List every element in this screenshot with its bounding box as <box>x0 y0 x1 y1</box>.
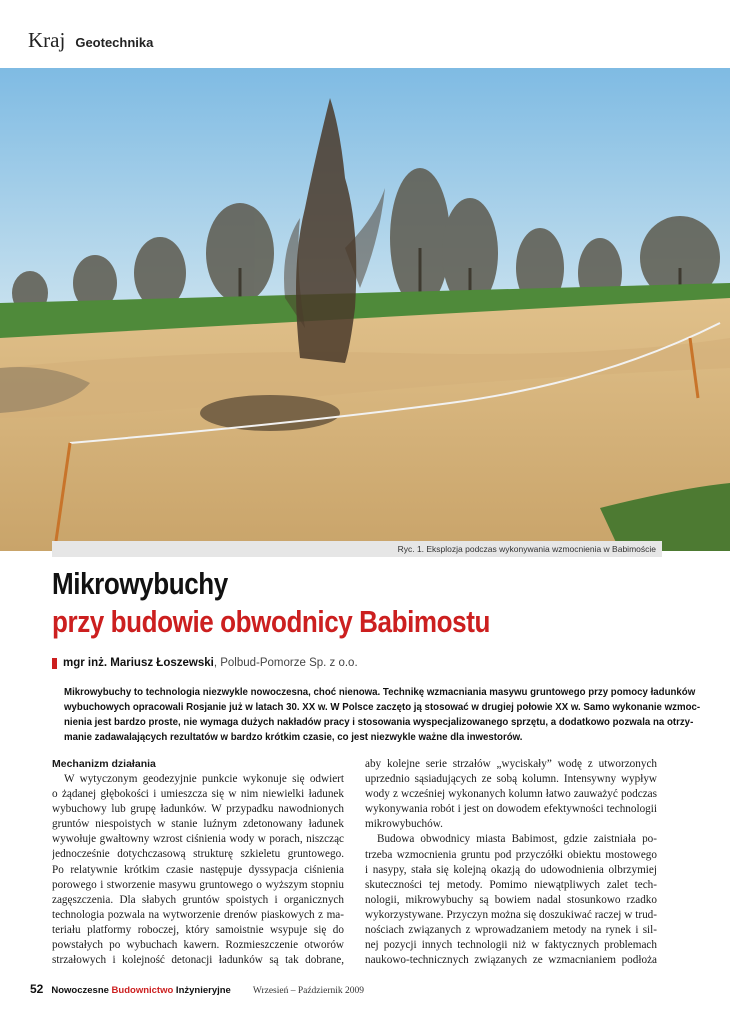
category-label: Geotechnika <box>75 35 154 50</box>
body-line: wybuchowy lub grupę ładunków. W przypadku nawodnionych <box>52 803 344 816</box>
body-line: aby kolejne serie strzałów „wyciskały” wodę z utworzonych <box>365 758 657 770</box>
body-line: trzeba wzmocnienia gruntu pod przyczółki obiektu mostowego <box>365 848 657 861</box>
author-byline <box>52 657 358 669</box>
page-number: 52 <box>30 982 44 996</box>
body-line: i nasypy, stała się kolejną okazją do udowodnienia olbrzymiej <box>365 863 657 876</box>
explosion-photo <box>0 68 730 551</box>
body-line: teriału platformy roboczej, który samoistnie wsypuje się do <box>52 923 344 936</box>
magazine-name-part: Nowoczesne <box>51 985 112 996</box>
photo-caption: Ryc. 1. Eksplozja podczas wykonywania wzmocnienia w Babimoście <box>52 541 662 557</box>
body-line: skuteczności tej metody. Pomimo niewątpliwych zalet tech- <box>365 878 657 891</box>
body-line: nej pozycji innych technologii niż w faktycznych problemach <box>365 939 657 952</box>
author-name: mgr inż. Mariusz Łoszewski <box>63 657 214 669</box>
body-line: Po relatywnie krótkim czasie następuje dyssypacja ciśnienia <box>52 863 344 876</box>
body-line: o żądanej głębokości i umieszcza się w nim niewielki ładunek <box>52 788 344 801</box>
article-title: Mikrowybuchy <box>52 566 228 601</box>
body-line: W wytyczonym geodezyjnie punkcie wykonuje się odwiert <box>64 773 344 785</box>
magazine-name-part: Budownictwo <box>111 985 174 996</box>
lead-paragraph <box>64 685 701 745</box>
body-line: wykonywania robót i jest on dowodem efektywności technologii <box>365 803 657 816</box>
body-line: wywołuje gwałtowny wzrost ciśnienia wody w porach, niszcząc <box>52 833 344 846</box>
body-line: naukowo-technicznych związanych ze wzmacnianiem podłoża <box>365 954 657 967</box>
photo-illustration <box>0 68 730 551</box>
lead-line: wybuchowych opracowali Rosjanie już w latach 30. XX w. W Polsce zaczęto ją stosować w drugiej połowie XX w. Samo wykonanie wzmoc- <box>64 702 701 713</box>
body-column-left <box>52 757 344 968</box>
body-line: Budowa obwodnicy miasta Babimost, gdzie zaistniała po- <box>377 833 657 846</box>
body-line: technologia pozwala na wytworzenie drenów piaskowych z ma- <box>52 908 344 921</box>
body-column-right <box>365 757 657 968</box>
body-line: powstałych po wybuchach kawern. Rozmieszczenie otworów <box>52 939 344 952</box>
lead-line: nienia jest bardzo proste, nie wymaga dużych nakładów pracy i stosowania wyspecjalizowanego sprzętu, a dodatkowo pozwala na otrzy- <box>64 717 694 728</box>
body-line: zagęszczenia. Dla słabych gruntów spoistych i organicznych <box>52 893 344 906</box>
byline-marker <box>52 658 57 669</box>
article-subtitle: przy budowie obwodnicy Babimostu <box>52 604 490 639</box>
page-header <box>28 28 153 53</box>
magazine-name-part: Inżynieryjne <box>173 985 231 996</box>
lead-line: manie zadawalających rezultatów w bardzo krótkim czasie, co jest niezwykle ważne dla inwestorów. <box>64 732 523 743</box>
body-line: strzałowych i kolejność detonacji ładunków są tak dobrane, <box>52 954 344 967</box>
body-line: wody z wcześniej wykonanych kolumn łatwo zauważyć podczas <box>365 788 657 801</box>
issue-date: Wrzesień – Październik 2009 <box>252 986 365 996</box>
body-line: nościach związanych z wprowadzaniem metody na rynek i sil- <box>365 924 657 937</box>
body-line: uprzednio sąsiadujących ze sobą kolumn. Intensywny wypływ <box>365 773 657 786</box>
body-line: wykorzystywane. Przyczyn można się doszukiwać raczej w trud- <box>365 908 657 921</box>
body-line: gruntów niespoistych w stanie luźnym zdetonowany ładunek <box>52 818 344 831</box>
crater <box>200 395 340 431</box>
page-footer <box>30 982 364 996</box>
section-subheading: Mechanizm działania <box>52 758 156 770</box>
body-line: porowego i stworzenie masywu gruntowego o wyższym stopniu <box>52 878 344 891</box>
section-label: Kraj <box>28 28 66 52</box>
body-line: nologii, mikrowybuchy są bowiem nadal stosunkowo rzadko <box>365 893 657 906</box>
author-affiliation: , Polbud-Pomorze Sp. z o.o. <box>213 657 358 669</box>
magazine-name <box>51 985 231 996</box>
body-line: mikrowybuchów. <box>365 818 443 831</box>
lead-line: Mikrowybuchy to technologia niezwykle nowoczesna, choć nienowa. Technikę wzmacniania masywu gruntowego przy pomocy ładunków <box>64 687 696 698</box>
body-line: jednocześnie dotychczasową strukturę szkieletu gruntowego. <box>52 848 344 861</box>
